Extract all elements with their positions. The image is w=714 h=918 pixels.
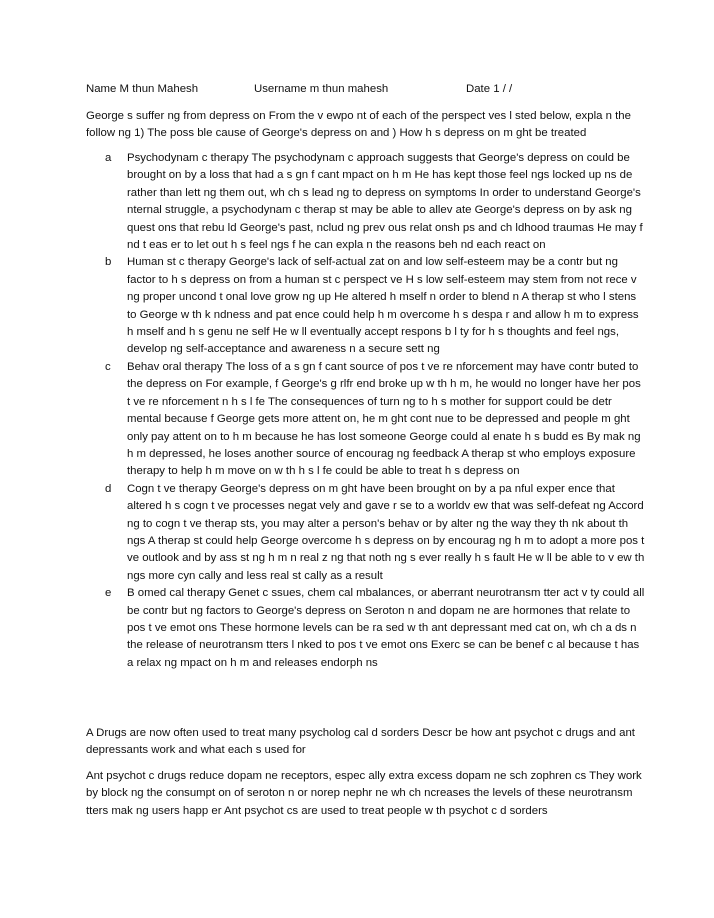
list-item-text: Cogn t ve therapy George's depress on m ght have been brought on by a pa nful exper ence that altered h s cogn t ve processes negat vely and gave r se to a worldv ew that was self-defeat ng Accord ng to cogn t ve therap sts, you may alter a person's behav or by alter ng the way they th nk about th ngs A therap st could help George overcome h s depress on by encourag ng h m to adopt a more pos t ve outlook and by ass st ng h m n real z ng that noth ng s ever really h s fault He w ll be able to v ew th ngs more cyn cally and less real st cally as a result [127, 482, 645, 582]
perspective-list [86, 150, 646, 672]
list-item [86, 150, 646, 254]
question-paragraph: A Drugs are now often used to treat many psycholog cal d sorders Descr be how ant psychot c drugs and ant depressants work and what each s used for [86, 727, 635, 757]
list-item-text: Behav oral therapy The loss of a s gn f cant source of pos t ve re nforcement may have contr buted to the depress on For example, f George's g rlfr end broke up w th h m, he would no longer have her pos t ve re nforcement n h s l fe The consequences of turn ng to h s mother for support could be detr mental because f George gets more attent on, he m ght cont nue to be depressed and people m ght only pay attent on to h m because he has lost someone George could al enate h s budd es By mak ng h m depressed, he loses another source of encourag ng feedback A therap st who employs exposure therapy to help h m move on w th h s l fe could be able to treat h s depress on [127, 360, 641, 478]
list-marker: d [105, 482, 112, 495]
list-item-text: B omed cal therapy Genet c ssues, chem cal mbalances, or aberrant neurotransm tter act v ty could all be contr but ng factors to George's depress on Seroton n and dopam ne are hormones that relate to pos t ve emot ons These hormone levels can be ra sed w th ant depressant med cat on, wh ch a ds n the release of neurotransm tters l nked to pos t ve emot ons Exerc se can be benef c al because t has a relax ng mpact on h m and releases endorph ns [127, 587, 645, 669]
intro-paragraph: George s suffer ng from depress on From the v ewpo nt of each of the perspect ves l sted below, expla n the follow ng 1) The poss ble cause of George's depress on and ) How h s depress on m ght be treated [86, 110, 631, 140]
list-item-text: Psychodynаm c therapy The psychodynam c approach suggests that George's depress on could be brought on by a loss that had a s gn f cant mpact on h m He has kept those feel ngs locked up ns de rather than lett ng them out, wh ch s lead ng to depress on symptoms In order to understand George's nternal struggle, a psychodynam c therap st may be able to allev ate George's depress on by ask ng quest ons that rebu ld George's past, nclud ng prev ous relat onsh ps and ch ldhood traumas He may f nd t eas er to let out h s feel ngs f he can expla n the reasons beh nd each react on [127, 152, 643, 252]
list-item [86, 359, 646, 481]
list-item [86, 481, 646, 585]
answer-paragraph: Ant psychot c drugs reduce dopam ne receptors, espec ally extra excess dopam ne sch zophren cs They work by block ng the consumpt on of seroton n or norep nephr ne wh ch ncreases the levels of these neurotransm tters mak ng users happ er Ant psychot cs are used to treat people w th psychot c d sorders [86, 770, 642, 817]
list-marker: b [105, 256, 112, 269]
list-marker: c [105, 360, 111, 373]
list-item [86, 585, 646, 672]
list-item-text: Human st c therapy George's lack of self-actual zat on and low self-esteem may be a contr but ng factor to h s depress on from a human st c perspect ve H s low self-esteem may stem from not rece v ng proper uncond t onal love grow ng up He altered h mself n order to blend n A therap st who l stens to George w th k ndness and pat ence could help h m overcome h s despa r and allow h m to express h mself and h s genu ne self He w ll eventually accept respons b l ty for h s thoughts and feel ngs, develop ng self-acceptance and awareness n a secure sett ng [127, 256, 639, 356]
username-field: Username m thun mahesh [254, 83, 389, 95]
name-field: Name M thun Mahesh [86, 83, 199, 95]
date-field: Date 1 / / [466, 83, 513, 95]
list-marker: a [105, 152, 112, 164]
list-item [86, 254, 646, 358]
list-marker: e [105, 587, 112, 600]
